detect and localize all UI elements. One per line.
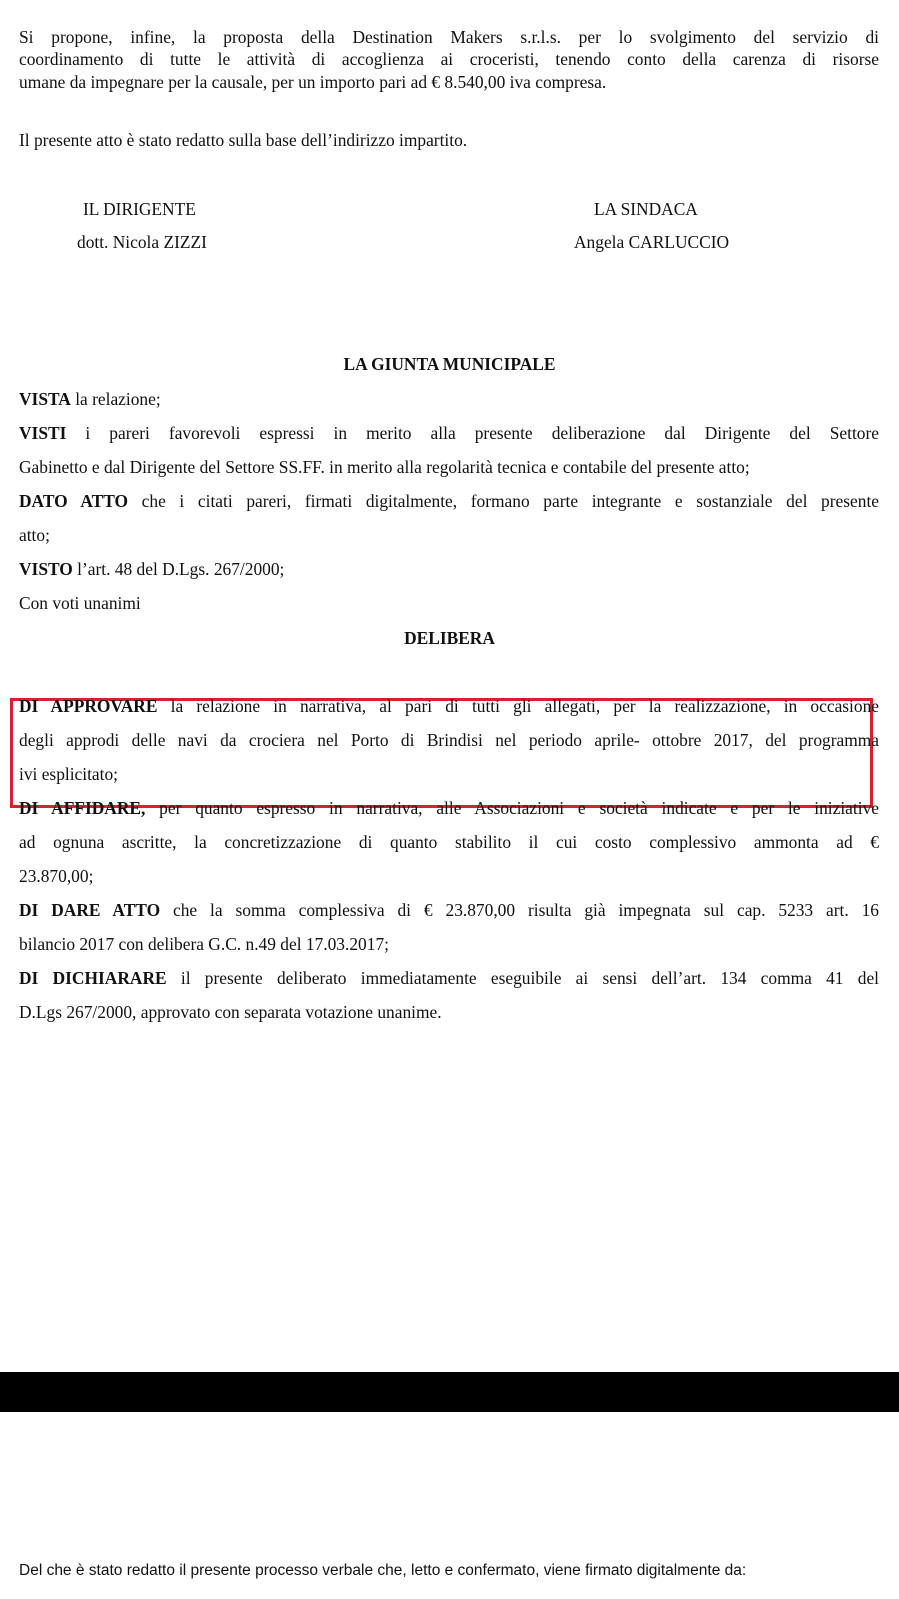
visto-label: VISTO (19, 559, 73, 579)
dato-atto-line-2: atto; (19, 525, 50, 545)
dato-atto-text-1: che i citati pareri, firmati digitalmente, formano parte integrante e sostanziale del presente (128, 491, 879, 511)
dare-atto-label: DI DARE ATTO (19, 900, 161, 920)
signature-right-role: LA SINDACA (594, 199, 698, 219)
affidare-text-1: per quanto espresso in narrativa, alle Associazioni e società indicate e per le iniziative (145, 798, 879, 818)
intro-line-1: Si propone, infine, la proposta della Destination Makers s.r.l.s. per lo svolgimento del servizio di (19, 27, 879, 47)
visto-text: l’art. 48 del D.Lgs. 267/2000; (72, 559, 285, 579)
dato-atto-label: DATO ATTO (19, 491, 129, 511)
footer-text: Del che è stato redatto il presente processo verbale che, letto e confermato, viene firmato digitalmente da: (19, 1562, 747, 1579)
affidare-line-1 (19, 797, 879, 819)
visti-text-1: i pareri favorevoli espressi in merito alla presente deliberazione dal Dirigente del Settore (66, 423, 879, 443)
affidare-line-3: 23.870,00; (19, 866, 94, 886)
intro-line-2: coordinamento di tutte le attività di accoglienza ai croceristi, tenendo conto della carenza di risorse (19, 49, 879, 69)
signature-left-name: dott. Nicola ZIZZI (77, 232, 207, 252)
dichiarare-label: DI DICHIARARE (19, 968, 167, 988)
visti-line-2: Gabinetto e dal Dirigente del Settore SS.FF. in merito alla regolarità tecnica e contabile del presente atto; (19, 457, 750, 477)
dichiarare-line-1 (19, 967, 879, 989)
vista-label: VISTA (19, 389, 71, 409)
black-separator-bar (0, 1372, 899, 1412)
signature-left-role: IL DIRIGENTE (83, 199, 196, 219)
approvare-text-1: la relazione in narrativa, al pari di tutti gli allegati, per la realizzazione, in occasione (157, 696, 879, 716)
visti-label: VISTI (19, 423, 67, 443)
affidare-line-2: ad ognuna ascritte, la concretizzazione di quanto stabilito il cui costo complessivo ammonta ad € (19, 832, 879, 852)
vista-text: la relazione; (70, 389, 161, 409)
dare-atto-text-1: che la somma complessiva di € 23.870,00 risulta già impegnata sul cap. 5233 art. 16 (160, 900, 879, 920)
approvare-line-3: ivi esplicitato; (19, 764, 119, 784)
visto-paragraph (19, 558, 879, 580)
dichiarare-text-1: il presente deliberato immediatamente eseguibile ai sensi dell’art. 134 comma 41 del (166, 968, 879, 988)
dato-atto-line-1 (19, 490, 879, 512)
signature-right-name: Angela CARLUCCIO (574, 232, 730, 252)
vista-paragraph (19, 388, 879, 410)
giunta-heading: LA GIUNTA MUNICIPALE (343, 354, 556, 374)
dare-atto-line-2: bilancio 2017 con delibera G.C. n.49 del 17.03.2017; (19, 934, 389, 954)
affidare-label: DI AFFIDARE, (19, 798, 146, 818)
approvare-line-1 (19, 695, 879, 717)
delibera-heading: DELIBERA (404, 628, 495, 648)
visti-line-1 (19, 422, 879, 444)
dichiarare-line-2: D.Lgs 267/2000, approvato con separata votazione unanime. (19, 1002, 442, 1022)
dare-atto-line-1 (19, 899, 879, 921)
voti-text: Con voti unanimi (19, 593, 141, 613)
approvare-line-2: degli approdi delle navi da crociera nel Porto di Brindisi nel periodo aprile- ottobre 2017, del programma (19, 730, 879, 750)
intro-line-3: umane da impegnare per la causale, per un importo pari ad € 8.540,00 iva compresa. (19, 72, 607, 92)
intro-note: Il presente atto è stato redatto sulla base dell’indirizzo impartito. (19, 130, 468, 150)
approvare-label: DI APPROVARE (19, 696, 158, 716)
